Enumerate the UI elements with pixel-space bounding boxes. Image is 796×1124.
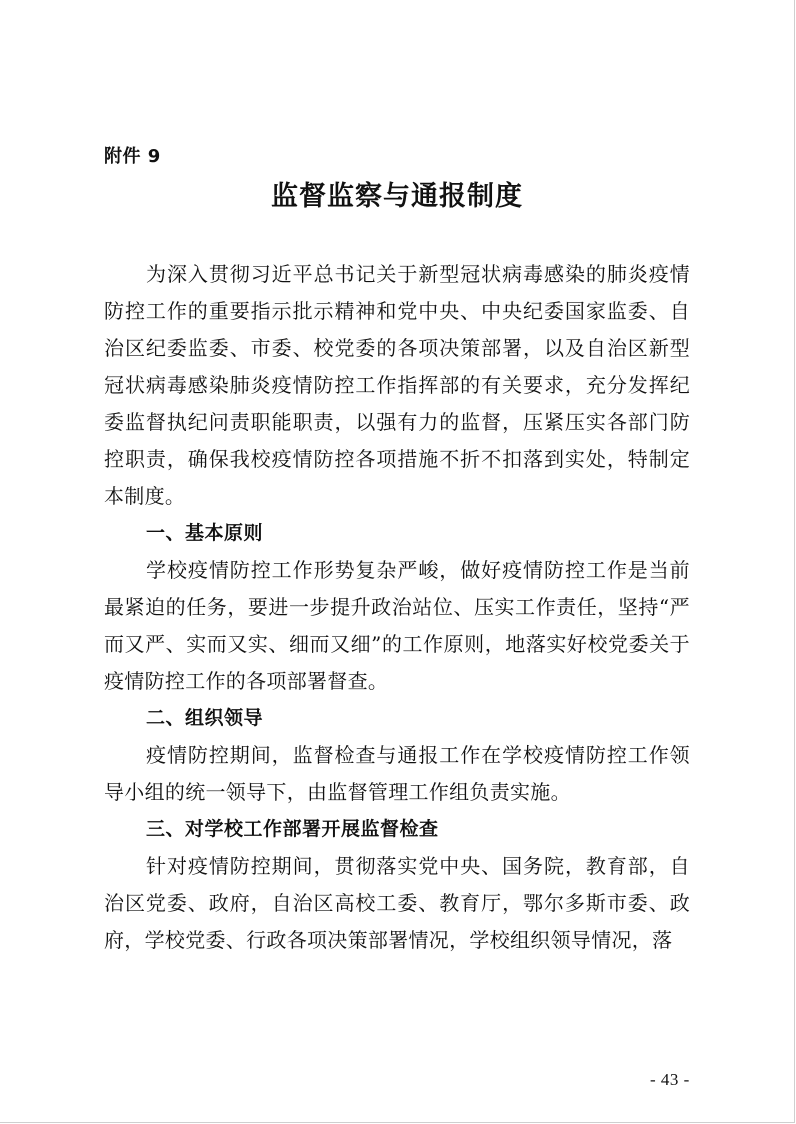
document-body	[104, 256, 690, 959]
section-heading-leadership: 二、组织领导	[146, 707, 264, 729]
leadership-paragraph: 疫情防控期间，监督检查与通报工作在学校疫情防控工作领导小组的统一领导下，由监督管理工作组负责实施。	[104, 743, 690, 804]
section-heading-supervision: 三、对学校工作部署开展监督检查	[146, 818, 439, 840]
supervision-paragraph: 针对疫情防控期间，贯彻落实党中央、国务院，教育部，自治区党委、政府，自治区高校工委、教育厅，鄂尔多斯市委、政府，学校党委、行政各项决策部署情况，学校组织领导情况，落	[104, 854, 690, 952]
principles-paragraph: 学校疫情防控工作形势复杂严峻，做好疫情防控工作是当前最紧迫的任务，要进一步提升政治站位、压实工作责任，坚持“严而又严、实而又实、细而又细”的工作原则，地落实好校党委关于疫情防控工作的各项部署督查。	[104, 558, 690, 693]
section-heading-principles: 一、基本原则	[146, 522, 264, 544]
document-title: 监督监察与通报制度	[271, 181, 523, 212]
intro-paragraph: 为深入贯彻习近平总书记关于新型冠状病毒感染的肺炎疫情防控工作的重要指示批示精神和党中央、中央纪委国家监委、自治区纪委监委、市委、校党委的各项决策部署，以及自治区新型冠状病毒感染肺炎疫情防控工作指挥部的有关要求，充分发挥纪委监督执纪问责职能职责，以强有力的监督，压紧压实各部门防控职责，确保我校疫情防控各项措施不折不扣落到实处，特制定本制度。	[104, 262, 690, 508]
page-number: - 43 -	[650, 1070, 690, 1089]
attachment-label: 附件 9	[104, 146, 161, 167]
